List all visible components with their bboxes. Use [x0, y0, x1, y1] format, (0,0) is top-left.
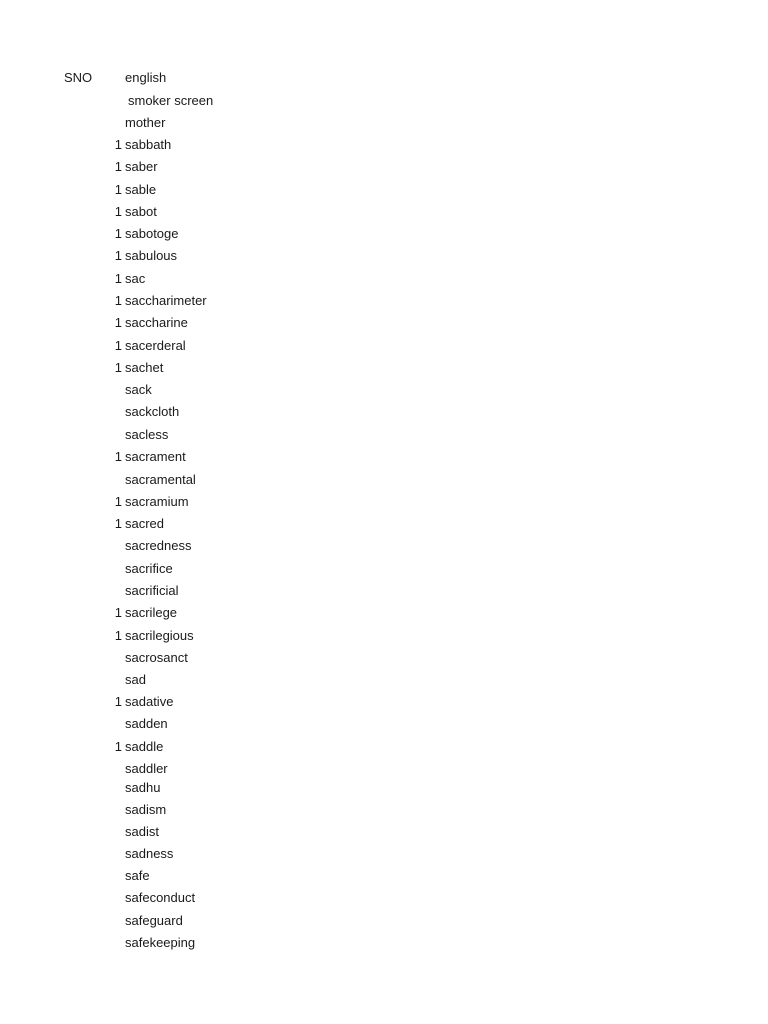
table-row: [0, 382, 400, 398]
english-word-cell: saccharine: [125, 315, 188, 330]
english-word-cell: saddler: [125, 761, 168, 776]
english-word-cell: sacrosanct: [125, 650, 188, 665]
table-row: [0, 315, 400, 331]
table-row: [0, 449, 400, 465]
english-word-cell: sac: [125, 271, 146, 286]
english-word-cell: safeguard: [125, 913, 183, 928]
english-word-cell: sacrilegious: [125, 628, 194, 643]
english-word-cell: sacred: [125, 516, 165, 531]
table-row: [0, 716, 400, 732]
table-row: [0, 935, 400, 951]
table-row: [0, 360, 400, 376]
table-row: [0, 271, 400, 287]
table-row: [0, 824, 400, 840]
table-row: [0, 338, 400, 354]
english-word-cell: sadist: [125, 824, 159, 839]
english-word-cell: safekeeping: [125, 935, 196, 950]
english-word-cell: sabotoge: [125, 226, 179, 241]
table-row: [0, 890, 400, 906]
english-word-cell: mother: [125, 115, 166, 130]
english-word-cell: sacerderal: [125, 338, 186, 353]
table-row: [0, 846, 400, 862]
table-row: [0, 868, 400, 884]
english-word-cell: saccharimeter: [125, 293, 207, 308]
english-word-cell: sacless: [125, 427, 169, 442]
sno-cell: 1: [114, 739, 122, 754]
english-word-cell: smoker screen: [128, 93, 214, 108]
english-word-cell: saber: [125, 159, 158, 174]
sno-cell: 1: [114, 605, 122, 620]
table-row: [0, 913, 400, 929]
english-word-cell: sacrifice: [125, 561, 173, 576]
english-word-cell: sadness: [125, 846, 174, 861]
english-word-cell: sacredness: [125, 538, 192, 553]
english-word-cell: sadhu: [125, 780, 161, 795]
sno-cell: 1: [114, 226, 122, 241]
table-row: [0, 538, 400, 554]
column-header-english: english: [125, 70, 167, 85]
table-row: [0, 293, 400, 309]
english-word-cell: sadden: [125, 716, 168, 731]
english-word-cell: safe: [125, 868, 150, 883]
table-row: [0, 226, 400, 242]
sno-cell: 1: [114, 360, 122, 375]
english-word-cell: sabot: [125, 204, 157, 219]
english-word-cell: sacrificial: [125, 583, 179, 598]
english-word-cell: sacrament: [125, 449, 186, 464]
table-row: [0, 694, 400, 710]
sno-cell: 1: [114, 248, 122, 263]
english-word-cell: sabbath: [125, 137, 172, 152]
english-word-cell: sadative: [125, 694, 174, 709]
sno-cell: 1: [114, 137, 122, 152]
table-row: [0, 605, 400, 621]
table-row: [0, 761, 400, 777]
sno-cell: 1: [114, 182, 122, 197]
table-row: [0, 404, 400, 420]
table-row: [0, 739, 400, 755]
sno-cell: 1: [114, 271, 122, 286]
table-row: [0, 248, 400, 264]
sno-cell: 1: [114, 293, 122, 308]
table-row: [0, 494, 400, 510]
table-row: [0, 182, 400, 198]
sno-cell: 1: [114, 338, 122, 353]
english-word-cell: saddle: [125, 739, 164, 754]
table-row: [0, 561, 400, 577]
english-word-cell: sable: [125, 182, 157, 197]
sno-cell: 1: [114, 315, 122, 330]
table-row: [0, 427, 400, 443]
column-header-sno: SNO: [64, 70, 93, 85]
sno-cell: 1: [114, 204, 122, 219]
sno-cell: 1: [114, 694, 122, 709]
english-word-cell: sack: [125, 382, 152, 397]
table-row: [0, 672, 400, 688]
table-row: [0, 204, 400, 220]
english-word-cell: sacramental: [125, 472, 196, 487]
english-word-cell: sad: [125, 672, 146, 687]
table-row: [0, 650, 400, 666]
sno-cell: 1: [114, 159, 122, 174]
table-row: [0, 93, 400, 109]
sno-cell: 1: [114, 494, 122, 509]
table-row: [0, 137, 400, 153]
table-row: [0, 472, 400, 488]
table-row: [0, 780, 400, 796]
table-row: [0, 583, 400, 599]
table-row: [0, 115, 400, 131]
english-word-cell: sabulous: [125, 248, 178, 263]
english-word-cell: safeconduct: [125, 890, 196, 905]
sno-cell: 1: [114, 516, 122, 531]
english-word-cell: sacramium: [125, 494, 189, 509]
english-word-cell: sackcloth: [125, 404, 180, 419]
english-word-cell: sachet: [125, 360, 164, 375]
table-row: [0, 159, 400, 175]
english-word-cell: sacrilege: [125, 605, 178, 620]
table-row: [0, 516, 400, 532]
sno-cell: 1: [114, 628, 122, 643]
table-row: [0, 628, 400, 644]
sno-cell: 1: [114, 449, 122, 464]
table-row: [0, 802, 400, 818]
english-word-cell: sadism: [125, 802, 167, 817]
